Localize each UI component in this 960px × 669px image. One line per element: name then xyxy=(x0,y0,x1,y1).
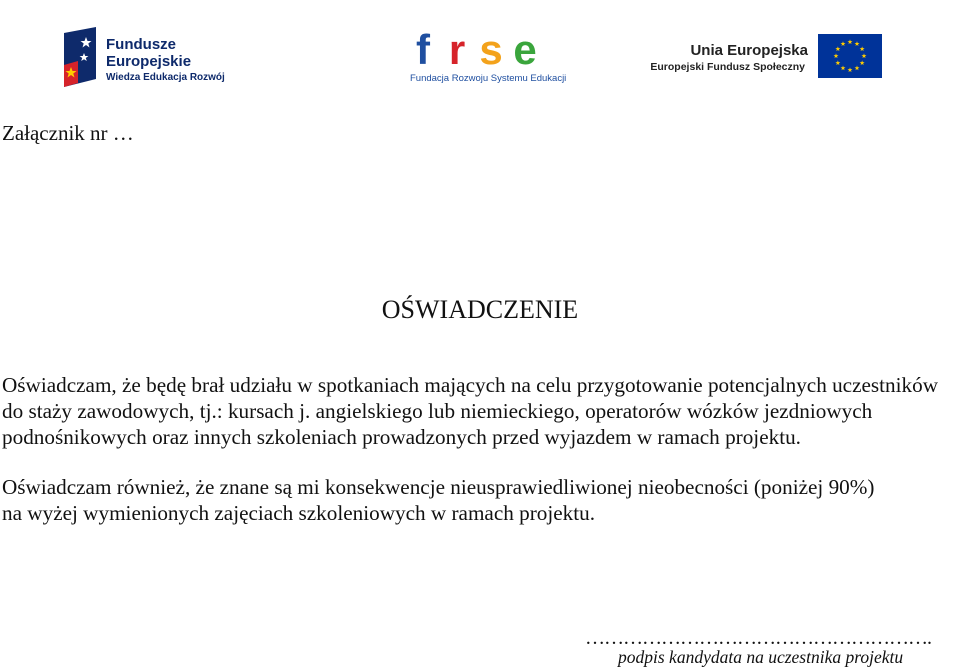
paragraph-line: Oświadczam również, że znane są mi konsekwencje nieusprawiedliwionej nieobecności (poniżej 90%) xyxy=(2,475,875,499)
frse-logo-letter-s: s xyxy=(479,26,505,73)
eu-flag-icon xyxy=(818,34,882,78)
declaration-paragraph-1 xyxy=(2,372,958,450)
document-title: OŚWIADCZENIE xyxy=(381,295,579,324)
fe-logo-line2: Europejskie xyxy=(106,53,192,70)
eu-logo-line2: Europejski Fundusz Społeczny xyxy=(650,61,805,73)
signature-line: ………………………………………………. xyxy=(585,627,931,649)
fe-logo-line1: Fundusze xyxy=(106,36,176,53)
declaration-paragraph-2 xyxy=(2,474,958,526)
frse-logo-letter-f: f xyxy=(416,26,432,73)
fundusze-europejskie-emblem-icon xyxy=(64,27,96,87)
frse-logo-letter-r: r xyxy=(448,26,468,73)
frse-logo-letter-e: e xyxy=(513,26,539,73)
paragraph-line: na wyżej wymienionych zajęciach szkoleniowych w ramach projektu. xyxy=(2,501,596,525)
paragraph-line: Oświadczam, że będę brał udziału w spotkaniach mających na celu przygotowanie potencjalnych uczestników xyxy=(2,373,938,397)
attachment-label: Załącznik nr … xyxy=(2,121,134,145)
eu-logo-line1: Unia Europejska xyxy=(690,42,808,59)
frse-logo-tagline: Fundacja Rozwoju Systemu Edukacji xyxy=(410,73,567,84)
fe-logo-tagline: Wiedza Edukacja Rozwój xyxy=(106,72,225,83)
signature-caption: podpis kandydata na uczestnika projektu xyxy=(618,647,904,667)
frse-logo xyxy=(408,28,544,72)
paragraph-line: do staży zawodowych, tj.: kursach j. angielskiego lub niemieckiego, operatorów wózków jezdniowych xyxy=(2,399,873,423)
paragraph-line: podnośnikowych oraz innych szkoleniach prowadzonych przed wyjazdem w ramach projektu. xyxy=(2,425,801,449)
